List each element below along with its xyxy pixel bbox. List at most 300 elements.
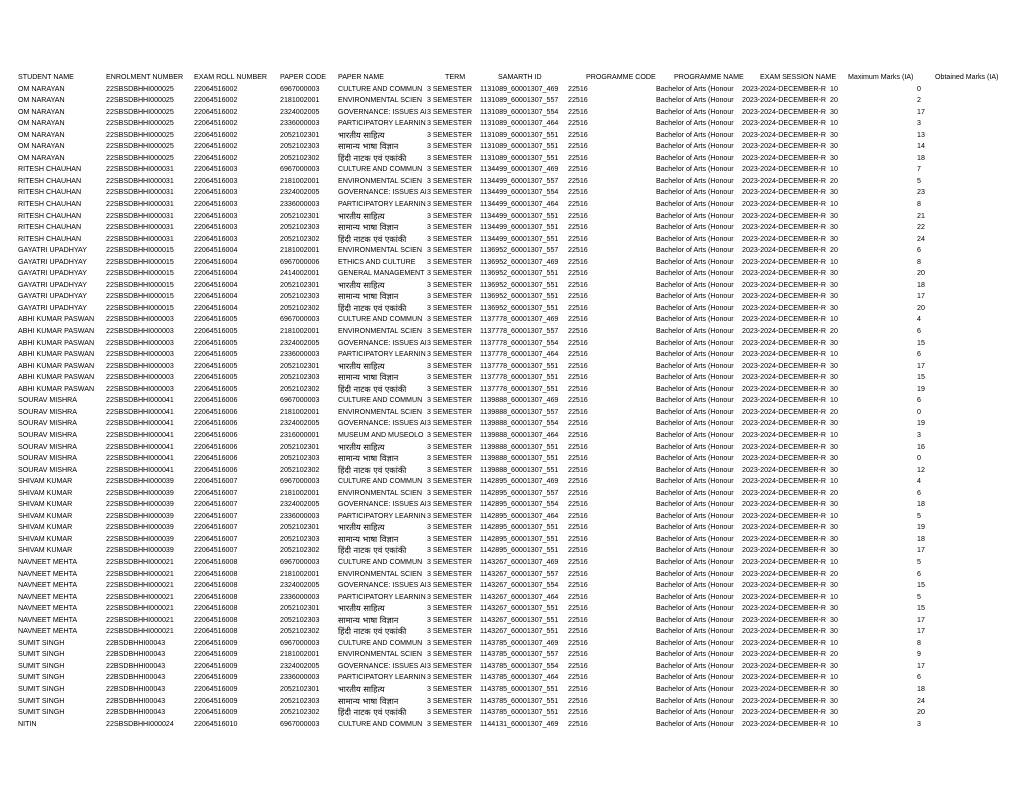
cell-programme-name: Bachelor of Arts (Honour bbox=[656, 234, 734, 243]
cell-programme-name: Bachelor of Arts (Honour bbox=[656, 488, 734, 497]
table-row bbox=[18, 476, 1018, 488]
cell-programme-code: 22516 bbox=[568, 638, 588, 647]
cell-samarth-id: 1134499_60001307_469 bbox=[480, 165, 559, 174]
cell-paper-name: GOVERNANCE: ISSUES AI bbox=[338, 581, 427, 590]
cell-student-name: OM NARAYAN bbox=[18, 84, 65, 93]
table-row bbox=[18, 291, 1018, 303]
cell-paper-code: 2336000003 bbox=[280, 350, 320, 359]
header-term: TERM bbox=[445, 73, 466, 81]
cell-obtained-marks: 0 bbox=[917, 407, 921, 416]
cell-student-name: SUMIT SINGH bbox=[18, 650, 65, 659]
cell-samarth-id: 1131089_60001307_551 bbox=[480, 142, 559, 151]
cell-exam-roll-number: 22064516007 bbox=[194, 546, 238, 555]
cell-samarth-id: 1143267_60001307_557 bbox=[480, 569, 559, 578]
cell-paper-code: 2052102303 bbox=[280, 454, 320, 463]
cell-programme-code: 22516 bbox=[568, 419, 588, 428]
cell-paper-code: 2052102301 bbox=[280, 361, 320, 370]
cell-paper-code: 2181002001 bbox=[280, 488, 320, 497]
table-row bbox=[18, 719, 1018, 731]
cell-programme-name: Bachelor of Arts (Honour bbox=[656, 592, 734, 601]
cell-samarth-id: 1131089_60001307_554 bbox=[480, 107, 559, 116]
cell-exam-session-name: 2023-2024-DECEMBER-R bbox=[742, 96, 826, 105]
cell-exam-session-name: 2023-2024-DECEMBER-R bbox=[742, 223, 826, 232]
cell-student-name: ABHI KUMAR PASWAN bbox=[18, 350, 95, 359]
cell-max-marks: 10 bbox=[830, 477, 838, 486]
cell-term: 3 SEMESTER bbox=[427, 361, 472, 370]
cell-paper-code: 2324002005 bbox=[280, 500, 320, 509]
cell-paper-name: PARTICIPATORY LEARNIN bbox=[338, 673, 426, 682]
table-row bbox=[18, 684, 1018, 696]
cell-exam-roll-number: 22064516003 bbox=[194, 223, 238, 232]
table-row bbox=[18, 672, 1018, 684]
cell-student-name: ABHI KUMAR PASWAN bbox=[18, 373, 95, 382]
cell-programme-code: 22516 bbox=[568, 673, 588, 682]
cell-exam-session-name: 2023-2024-DECEMBER-R bbox=[742, 708, 826, 717]
cell-max-marks: 10 bbox=[830, 200, 838, 209]
cell-paper-name: CULTURE AND COMMUN bbox=[338, 396, 423, 405]
cell-term: 3 SEMESTER bbox=[427, 511, 472, 520]
cell-programme-code: 22516 bbox=[568, 119, 588, 128]
results-sheet bbox=[18, 72, 1018, 730]
cell-enrolment-number: 22SBSDBHHI000015 bbox=[106, 257, 174, 266]
cell-samarth-id: 1143267_60001307_551 bbox=[480, 615, 559, 624]
cell-enrolment-number: 22SBSDBHHI000041 bbox=[106, 465, 174, 474]
cell-term: 3 SEMESTER bbox=[427, 119, 472, 128]
cell-programme-code: 22516 bbox=[568, 719, 588, 728]
cell-enrolment-number: 22SBSDBHHI000031 bbox=[106, 234, 174, 243]
cell-term: 3 SEMESTER bbox=[427, 477, 472, 486]
cell-programme-name: Bachelor of Arts (Honour bbox=[656, 500, 734, 509]
cell-paper-code: 6967000003 bbox=[280, 84, 320, 93]
cell-programme-code: 22516 bbox=[568, 546, 588, 555]
cell-programme-code: 22516 bbox=[568, 708, 588, 717]
cell-paper-name: हिंदी नाटक एवं एकांकी bbox=[338, 302, 407, 313]
cell-enrolment-number: 22SBSDBHHI000021 bbox=[106, 569, 174, 578]
cell-paper-code: 6967000003 bbox=[280, 557, 320, 566]
cell-exam-roll-number: 22064516002 bbox=[194, 119, 238, 128]
cell-exam-session-name: 2023-2024-DECEMBER-R bbox=[742, 592, 826, 601]
cell-obtained-marks: 17 bbox=[917, 627, 925, 636]
cell-enrolment-number: 22SBSDBHHI000003 bbox=[106, 350, 174, 359]
cell-student-name: NAVNEET MEHTA bbox=[18, 592, 78, 601]
cell-exam-session-name: 2023-2024-DECEMBER-R bbox=[742, 615, 826, 624]
cell-programme-code: 22516 bbox=[568, 604, 588, 613]
table-row bbox=[18, 222, 1018, 234]
cell-paper-code: 2052102303 bbox=[280, 142, 320, 151]
cell-student-name: SHIVAM KUMAR bbox=[18, 511, 73, 520]
cell-max-marks: 10 bbox=[830, 511, 838, 520]
cell-enrolment-number: 22SBSDBHHI000039 bbox=[106, 523, 174, 532]
cell-programme-code: 22516 bbox=[568, 557, 588, 566]
cell-enrolment-number: 22SBSDBHHI000003 bbox=[106, 384, 174, 393]
cell-student-name: RITESH CHAUHAN bbox=[18, 165, 82, 174]
cell-programme-name: Bachelor of Arts (Honour bbox=[656, 246, 734, 255]
cell-programme-code: 22516 bbox=[568, 684, 588, 693]
cell-samarth-id: 1134499_60001307_557 bbox=[480, 176, 559, 185]
cell-obtained-marks: 6 bbox=[917, 673, 921, 682]
cell-programme-name: Bachelor of Arts (Honour bbox=[656, 119, 734, 128]
table-row bbox=[18, 211, 1018, 223]
cell-obtained-marks: 5 bbox=[917, 557, 921, 566]
cell-max-marks: 30 bbox=[830, 534, 838, 543]
cell-programme-code: 22516 bbox=[568, 280, 588, 289]
table-row bbox=[18, 661, 1018, 673]
header-max-marks: Maximum Marks (IA) bbox=[848, 73, 914, 81]
cell-obtained-marks: 9 bbox=[917, 650, 921, 659]
cell-student-name: NAVNEET MEHTA bbox=[18, 569, 78, 578]
cell-programme-name: Bachelor of Arts (Honour bbox=[656, 430, 734, 439]
cell-paper-code: 2052102303 bbox=[280, 615, 320, 624]
cell-max-marks: 30 bbox=[830, 546, 838, 555]
cell-paper-code: 2052102303 bbox=[280, 223, 320, 232]
cell-student-name: SOURAV MISHRA bbox=[18, 419, 77, 428]
cell-paper-name: ENVIRONMENTAL SCIEN bbox=[338, 246, 422, 255]
cell-programme-code: 22516 bbox=[568, 292, 588, 301]
cell-term: 3 SEMESTER bbox=[427, 684, 472, 693]
cell-term: 3 SEMESTER bbox=[427, 396, 472, 405]
cell-obtained-marks: 7 bbox=[917, 165, 921, 174]
cell-exam-session-name: 2023-2024-DECEMBER-R bbox=[742, 246, 826, 255]
cell-obtained-marks: 17 bbox=[917, 546, 925, 555]
cell-programme-name: Bachelor of Arts (Honour bbox=[656, 511, 734, 520]
cell-obtained-marks: 8 bbox=[917, 200, 921, 209]
cell-obtained-marks: 18 bbox=[917, 500, 925, 509]
cell-obtained-marks: 17 bbox=[917, 661, 925, 670]
cell-paper-code: 2324002005 bbox=[280, 338, 320, 347]
cell-max-marks: 30 bbox=[830, 223, 838, 232]
cell-student-name: NAVNEET MEHTA bbox=[18, 604, 78, 613]
cell-exam-session-name: 2023-2024-DECEMBER-R bbox=[742, 465, 826, 474]
cell-programme-name: Bachelor of Arts (Honour bbox=[656, 673, 734, 682]
cell-student-name: NAVNEET MEHTA bbox=[18, 557, 78, 566]
cell-enrolment-number: 22SBSDBHHI000031 bbox=[106, 200, 174, 209]
cell-samarth-id: 1143785_60001307_554 bbox=[480, 661, 559, 670]
cell-samarth-id: 1136952_60001307_551 bbox=[480, 269, 559, 278]
table-row bbox=[18, 534, 1018, 546]
cell-programme-code: 22516 bbox=[568, 477, 588, 486]
cell-max-marks: 20 bbox=[830, 650, 838, 659]
cell-student-name: SUMIT SINGH bbox=[18, 638, 65, 647]
table-row bbox=[18, 522, 1018, 534]
cell-paper-code: 2181002001 bbox=[280, 569, 320, 578]
cell-programme-code: 22516 bbox=[568, 511, 588, 520]
cell-student-name: ABHI KUMAR PASWAN bbox=[18, 327, 95, 336]
cell-programme-code: 22516 bbox=[568, 488, 588, 497]
cell-max-marks: 30 bbox=[830, 708, 838, 717]
table-row bbox=[18, 442, 1018, 454]
cell-student-name: NAVNEET MEHTA bbox=[18, 581, 78, 590]
cell-programme-name: Bachelor of Arts (Honour bbox=[656, 200, 734, 209]
cell-term: 3 SEMESTER bbox=[427, 454, 472, 463]
cell-paper-name: PARTICIPATORY LEARNIN bbox=[338, 200, 426, 209]
cell-programme-code: 22516 bbox=[568, 176, 588, 185]
cell-term: 3 SEMESTER bbox=[427, 696, 472, 705]
cell-programme-code: 22516 bbox=[568, 188, 588, 197]
cell-paper-name: PARTICIPATORY LEARNIN bbox=[338, 592, 426, 601]
cell-samarth-id: 1131089_60001307_557 bbox=[480, 96, 559, 105]
cell-samarth-id: 1134499_60001307_554 bbox=[480, 188, 559, 197]
cell-max-marks: 30 bbox=[830, 153, 838, 162]
cell-obtained-marks: 4 bbox=[917, 477, 921, 486]
cell-student-name: GAYATRI UPADHYAY bbox=[18, 269, 87, 278]
cell-samarth-id: 1137778_60001307_551 bbox=[480, 384, 559, 393]
cell-student-name: GAYATRI UPADHYAY bbox=[18, 246, 87, 255]
cell-paper-code: 2052102302 bbox=[280, 708, 320, 717]
cell-term: 3 SEMESTER bbox=[427, 442, 472, 451]
table-row bbox=[18, 384, 1018, 396]
cell-term: 3 SEMESTER bbox=[427, 257, 472, 266]
cell-paper-name: सामान्य भाषा विज्ञान bbox=[338, 222, 399, 233]
cell-exam-session-name: 2023-2024-DECEMBER-R bbox=[742, 130, 826, 139]
cell-samarth-id: 1137778_60001307_554 bbox=[480, 338, 559, 347]
cell-paper-code: 6967000003 bbox=[280, 719, 320, 728]
cell-obtained-marks: 17 bbox=[917, 361, 925, 370]
cell-programme-name: Bachelor of Arts (Honour bbox=[656, 708, 734, 717]
cell-paper-code: 6967000003 bbox=[280, 165, 320, 174]
cell-term: 3 SEMESTER bbox=[427, 430, 472, 439]
cell-exam-session-name: 2023-2024-DECEMBER-R bbox=[742, 419, 826, 428]
cell-max-marks: 30 bbox=[830, 303, 838, 312]
cell-obtained-marks: 22 bbox=[917, 223, 925, 232]
cell-samarth-id: 1137778_60001307_551 bbox=[480, 361, 559, 370]
cell-exam-roll-number: 22064516005 bbox=[194, 350, 238, 359]
cell-programme-code: 22516 bbox=[568, 153, 588, 162]
cell-programme-name: Bachelor of Arts (Honour bbox=[656, 581, 734, 590]
cell-paper-code: 2181002001 bbox=[280, 407, 320, 416]
cell-paper-name: हिंदी नाटक एवं एकांकी bbox=[338, 464, 407, 475]
cell-exam-session-name: 2023-2024-DECEMBER-R bbox=[742, 200, 826, 209]
header-obtained-marks: Obtained Marks (IA) bbox=[935, 73, 999, 81]
cell-paper-code: 6967000003 bbox=[280, 477, 320, 486]
cell-exam-session-name: 2023-2024-DECEMBER-R bbox=[742, 604, 826, 613]
cell-exam-roll-number: 22064516005 bbox=[194, 384, 238, 393]
cell-exam-roll-number: 22064516004 bbox=[194, 257, 238, 266]
cell-term: 3 SEMESTER bbox=[427, 604, 472, 613]
cell-samarth-id: 1139888_60001307_551 bbox=[480, 442, 559, 451]
cell-student-name: OM NARAYAN bbox=[18, 130, 65, 139]
cell-samarth-id: 1143785_60001307_469 bbox=[480, 638, 559, 647]
cell-term: 3 SEMESTER bbox=[427, 200, 472, 209]
cell-obtained-marks: 6 bbox=[917, 569, 921, 578]
cell-samarth-id: 1139888_60001307_554 bbox=[480, 419, 559, 428]
cell-obtained-marks: 12 bbox=[917, 465, 925, 474]
cell-term: 3 SEMESTER bbox=[427, 303, 472, 312]
cell-programme-name: Bachelor of Arts (Honour bbox=[656, 96, 734, 105]
cell-term: 3 SEMESTER bbox=[427, 523, 472, 532]
cell-max-marks: 30 bbox=[830, 280, 838, 289]
cell-paper-code: 2181002001 bbox=[280, 327, 320, 336]
cell-obtained-marks: 15 bbox=[917, 581, 925, 590]
cell-paper-code: 2181002001 bbox=[280, 96, 320, 105]
cell-max-marks: 30 bbox=[830, 361, 838, 370]
cell-programme-name: Bachelor of Arts (Honour bbox=[656, 361, 734, 370]
cell-max-marks: 20 bbox=[830, 488, 838, 497]
cell-exam-roll-number: 22064516003 bbox=[194, 165, 238, 174]
cell-samarth-id: 1143267_60001307_554 bbox=[480, 581, 559, 590]
cell-enrolment-number: 22SBSDBHHI000015 bbox=[106, 246, 174, 255]
cell-paper-name: PARTICIPATORY LEARNIN bbox=[338, 119, 426, 128]
cell-term: 3 SEMESTER bbox=[427, 176, 472, 185]
cell-student-name: OM NARAYAN bbox=[18, 153, 65, 162]
cell-samarth-id: 1139888_60001307_469 bbox=[480, 396, 559, 405]
cell-term: 3 SEMESTER bbox=[427, 557, 472, 566]
cell-paper-code: 2052102302 bbox=[280, 546, 320, 555]
cell-programme-code: 22516 bbox=[568, 200, 588, 209]
cell-term: 3 SEMESTER bbox=[427, 407, 472, 416]
cell-exam-roll-number: 22064516008 bbox=[194, 627, 238, 636]
cell-paper-name: भारतीय साहित्य bbox=[338, 129, 385, 140]
cell-samarth-id: 1136952_60001307_551 bbox=[480, 303, 559, 312]
cell-exam-session-name: 2023-2024-DECEMBER-R bbox=[742, 269, 826, 278]
cell-term: 3 SEMESTER bbox=[427, 84, 472, 93]
table-row bbox=[18, 280, 1018, 292]
table-row bbox=[18, 234, 1018, 246]
cell-samarth-id: 1136952_60001307_469 bbox=[480, 257, 559, 266]
cell-programme-name: Bachelor of Arts (Honour bbox=[656, 350, 734, 359]
cell-enrolment-number: 22SBSDBHHI000025 bbox=[106, 130, 174, 139]
cell-student-name: SOURAV MISHRA bbox=[18, 407, 77, 416]
cell-student-name: SOURAV MISHRA bbox=[18, 465, 77, 474]
cell-programme-code: 22516 bbox=[568, 257, 588, 266]
table-row bbox=[18, 430, 1018, 442]
cell-paper-code: 2052102302 bbox=[280, 234, 320, 243]
cell-enrolment-number: 22SBSDBHHI000025 bbox=[106, 119, 174, 128]
table-row bbox=[18, 361, 1018, 373]
cell-student-name: RITESH CHAUHAN bbox=[18, 211, 82, 220]
cell-paper-code: 2316000001 bbox=[280, 430, 320, 439]
cell-student-name: SHIVAM KUMAR bbox=[18, 534, 73, 543]
table-row bbox=[18, 164, 1018, 176]
cell-programme-name: Bachelor of Arts (Honour bbox=[656, 534, 734, 543]
cell-max-marks: 30 bbox=[830, 581, 838, 590]
cell-programme-name: Bachelor of Arts (Honour bbox=[656, 719, 734, 728]
cell-enrolment-number: 22SBSDBHHI000021 bbox=[106, 581, 174, 590]
cell-paper-code: 2336000003 bbox=[280, 511, 320, 520]
cell-obtained-marks: 0 bbox=[917, 84, 921, 93]
cell-max-marks: 10 bbox=[830, 592, 838, 601]
header-samarth-id: SAMARTH ID bbox=[498, 73, 542, 81]
cell-enrolment-number: 22SBSDBHHI000025 bbox=[106, 96, 174, 105]
cell-paper-name: CULTURE AND COMMUN bbox=[338, 638, 423, 647]
cell-paper-code: 6967000003 bbox=[280, 315, 320, 324]
cell-student-name: GAYATRI UPADHYAY bbox=[18, 303, 87, 312]
cell-programme-name: Bachelor of Arts (Honour bbox=[656, 419, 734, 428]
cell-exam-roll-number: 22064516002 bbox=[194, 153, 238, 162]
cell-enrolment-number: 22SBSDBHHI000021 bbox=[106, 557, 174, 566]
cell-paper-name: ENVIRONMENTAL SCIEN bbox=[338, 96, 422, 105]
cell-paper-name: सामान्य भाषा विज्ञान bbox=[338, 533, 399, 544]
cell-programme-name: Bachelor of Arts (Honour bbox=[656, 303, 734, 312]
cell-max-marks: 30 bbox=[830, 627, 838, 636]
cell-enrolment-number: 22SBSDBHHI000041 bbox=[106, 419, 174, 428]
cell-student-name: SHIVAM KUMAR bbox=[18, 500, 73, 509]
cell-obtained-marks: 6 bbox=[917, 327, 921, 336]
cell-exam-session-name: 2023-2024-DECEMBER-R bbox=[742, 142, 826, 151]
cell-programme-name: Bachelor of Arts (Honour bbox=[656, 557, 734, 566]
cell-samarth-id: 1136952_60001307_551 bbox=[480, 280, 559, 289]
cell-paper-code: 2052102301 bbox=[280, 684, 320, 693]
cell-paper-code: 2052102302 bbox=[280, 627, 320, 636]
cell-term: 3 SEMESTER bbox=[427, 627, 472, 636]
cell-term: 3 SEMESTER bbox=[427, 673, 472, 682]
cell-max-marks: 20 bbox=[830, 246, 838, 255]
table-row bbox=[18, 118, 1018, 130]
table-row bbox=[18, 580, 1018, 592]
cell-samarth-id: 1136952_60001307_551 bbox=[480, 292, 559, 301]
cell-exam-roll-number: 22064516007 bbox=[194, 523, 238, 532]
cell-exam-session-name: 2023-2024-DECEMBER-R bbox=[742, 696, 826, 705]
cell-obtained-marks: 3 bbox=[917, 119, 921, 128]
cell-exam-roll-number: 22064516005 bbox=[194, 327, 238, 336]
cell-obtained-marks: 5 bbox=[917, 176, 921, 185]
cell-student-name: RITESH CHAUHAN bbox=[18, 176, 82, 185]
header-paper-code: PAPER CODE bbox=[280, 73, 326, 81]
cell-enrolment-number: 22SBSDBHHI000041 bbox=[106, 454, 174, 463]
cell-paper-code: 2052102303 bbox=[280, 373, 320, 382]
cell-samarth-id: 1137778_60001307_557 bbox=[480, 327, 559, 336]
cell-enrolment-number: 22SBSDBHHI000021 bbox=[106, 627, 174, 636]
cell-obtained-marks: 23 bbox=[917, 188, 925, 197]
cell-enrolment-number: 22SBSDBHHI000003 bbox=[106, 315, 174, 324]
table-row bbox=[18, 511, 1018, 523]
cell-max-marks: 10 bbox=[830, 430, 838, 439]
cell-obtained-marks: 24 bbox=[917, 696, 925, 705]
cell-term: 3 SEMESTER bbox=[427, 350, 472, 359]
cell-enrolment-number: 22SBSDBHHI000039 bbox=[106, 511, 174, 520]
cell-enrolment-number: 22SBSDBHHI000041 bbox=[106, 396, 174, 405]
cell-paper-name: ETHICS AND CULTURE bbox=[338, 257, 416, 266]
cell-programme-name: Bachelor of Arts (Honour bbox=[656, 188, 734, 197]
cell-exam-session-name: 2023-2024-DECEMBER-R bbox=[742, 650, 826, 659]
cell-student-name: SHIVAM KUMAR bbox=[18, 523, 73, 532]
cell-max-marks: 30 bbox=[830, 604, 838, 613]
cell-max-marks: 30 bbox=[830, 615, 838, 624]
cell-samarth-id: 1134499_60001307_551 bbox=[480, 223, 559, 232]
cell-exam-session-name: 2023-2024-DECEMBER-R bbox=[742, 627, 826, 636]
cell-programme-name: Bachelor of Arts (Honour bbox=[656, 315, 734, 324]
cell-programme-name: Bachelor of Arts (Honour bbox=[656, 211, 734, 220]
cell-exam-roll-number: 22064516002 bbox=[194, 130, 238, 139]
cell-enrolment-number: 22BSDBHHI00043 bbox=[106, 696, 166, 705]
cell-enrolment-number: 22SBSDBHHI000015 bbox=[106, 303, 174, 312]
cell-samarth-id: 1143267_60001307_551 bbox=[480, 604, 559, 613]
cell-max-marks: 10 bbox=[830, 719, 838, 728]
cell-exam-session-name: 2023-2024-DECEMBER-R bbox=[742, 84, 826, 93]
cell-paper-name: भारतीय साहित्य bbox=[338, 441, 385, 452]
cell-paper-name: भारतीय साहित्य bbox=[338, 683, 385, 694]
cell-obtained-marks: 24 bbox=[917, 234, 925, 243]
cell-exam-roll-number: 22064516009 bbox=[194, 696, 238, 705]
cell-programme-code: 22516 bbox=[568, 696, 588, 705]
cell-programme-name: Bachelor of Arts (Honour bbox=[656, 604, 734, 613]
table-row bbox=[18, 107, 1018, 119]
cell-term: 3 SEMESTER bbox=[427, 153, 472, 162]
table-row bbox=[18, 615, 1018, 627]
table-row bbox=[18, 499, 1018, 511]
cell-max-marks: 30 bbox=[830, 684, 838, 693]
cell-programme-code: 22516 bbox=[568, 592, 588, 601]
cell-exam-session-name: 2023-2024-DECEMBER-R bbox=[742, 511, 826, 520]
cell-paper-name: CULTURE AND COMMUN bbox=[338, 557, 423, 566]
cell-paper-code: 2324002005 bbox=[280, 661, 320, 670]
table-row bbox=[18, 545, 1018, 557]
cell-programme-code: 22516 bbox=[568, 130, 588, 139]
cell-exam-roll-number: 22064516004 bbox=[194, 292, 238, 301]
cell-programme-code: 22516 bbox=[568, 500, 588, 509]
cell-enrolment-number: 22SBSDBHHI000039 bbox=[106, 477, 174, 486]
cell-student-name: SUMIT SINGH bbox=[18, 673, 65, 682]
cell-samarth-id: 1143267_60001307_469 bbox=[480, 557, 559, 566]
